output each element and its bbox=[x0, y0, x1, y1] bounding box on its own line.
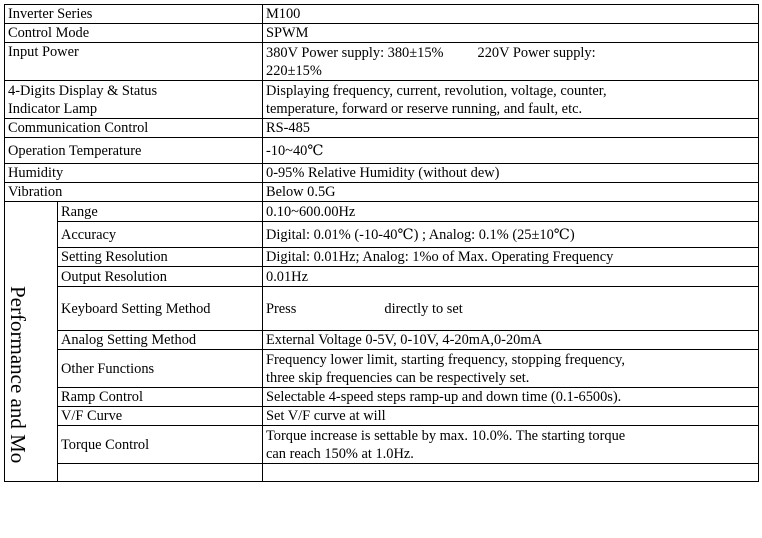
value-other-functions bbox=[263, 350, 759, 388]
label-humidity: Humidity bbox=[5, 164, 263, 183]
row-analog-setting bbox=[5, 331, 759, 350]
label-display-line1: 4-Digits Display & Status bbox=[8, 82, 158, 99]
label-keyboard-setting: Keyboard Setting Method bbox=[58, 287, 263, 331]
performance-group-label: Performance and Mo bbox=[6, 286, 30, 464]
label-communication: Communication Control bbox=[5, 119, 263, 138]
value-keyboard-setting bbox=[263, 287, 759, 331]
row-input-power bbox=[5, 43, 759, 81]
label-display bbox=[5, 81, 263, 119]
label-setting-resolution: Setting Resolution bbox=[58, 248, 263, 267]
row-output-resolution bbox=[5, 267, 759, 287]
value-control-mode: SPWM bbox=[263, 24, 759, 43]
value-display-line2: temperature, forward or reserve running, and fault, etc. bbox=[266, 100, 583, 117]
row-temperature bbox=[5, 138, 759, 164]
label-input-power: Input Power bbox=[5, 43, 263, 81]
value-ramp-control: Selectable 4-speed steps ramp-up and down time (0.1-6500s). bbox=[263, 388, 759, 407]
label-other-functions: Other Functions bbox=[58, 350, 263, 388]
row-torque-control bbox=[5, 426, 759, 464]
value-analog-setting: External Voltage 0-5V, 0-10V, 4-20mA,0-20mA bbox=[263, 331, 759, 350]
input-power-220-label: 220V Power supply: bbox=[477, 44, 596, 61]
keyboard-directly-text: directly to set bbox=[384, 300, 463, 317]
torque-control-line2: can reach 150% at 1.0Hz. bbox=[266, 445, 414, 462]
row-control-mode bbox=[5, 24, 759, 43]
value-vibration: Below 0.5G bbox=[263, 183, 759, 202]
value-temperature: -10~40℃ bbox=[263, 138, 759, 164]
value-range: 0.10~600.00Hz bbox=[263, 202, 759, 222]
label-vibration: Vibration bbox=[5, 183, 263, 202]
row-accuracy bbox=[5, 222, 759, 248]
other-functions-line1: Frequency lower limit, starting frequency, stopping frequency, bbox=[266, 351, 625, 368]
row-keyboard-setting bbox=[5, 287, 759, 331]
value-input-power bbox=[263, 43, 759, 81]
label-torque-control: Torque Control bbox=[58, 426, 263, 464]
row-setting-resolution bbox=[5, 248, 759, 267]
value-display bbox=[263, 81, 759, 119]
value-humidity: 0-95% Relative Humidity (without dew) bbox=[263, 164, 759, 183]
row-display bbox=[5, 81, 759, 119]
spec-table bbox=[4, 4, 759, 482]
row-ramp-control bbox=[5, 388, 759, 407]
value-display-line1: Displaying frequency, current, revolution, voltage, counter, bbox=[266, 82, 607, 99]
label-inverter-series: Inverter Series bbox=[5, 5, 263, 24]
keyboard-press-text: Press bbox=[266, 300, 297, 317]
row-other-functions bbox=[5, 350, 759, 388]
row-range bbox=[5, 202, 759, 222]
cutoff-value-cell bbox=[263, 464, 759, 482]
value-communication: RS-485 bbox=[263, 119, 759, 138]
value-setting-resolution: Digital: 0.01Hz; Analog: 1%o of Max. Operating Frequency bbox=[263, 248, 759, 267]
performance-group-cell bbox=[5, 202, 58, 482]
label-analog-setting: Analog Setting Method bbox=[58, 331, 263, 350]
other-functions-line2: three skip frequencies can be respectively set. bbox=[266, 369, 530, 386]
input-power-380: 380V Power supply: 380±15% bbox=[266, 44, 444, 61]
input-power-220-value: 220±15% bbox=[266, 62, 322, 79]
label-temperature: Operation Temperature bbox=[5, 138, 263, 164]
value-torque-control bbox=[263, 426, 759, 464]
label-vf-curve: V/F Curve bbox=[58, 407, 263, 426]
row-communication bbox=[5, 119, 759, 138]
value-accuracy: Digital: 0.01% (-10-40℃) ; Analog: 0.1% (25±10℃) bbox=[263, 222, 759, 248]
value-vf-curve: Set V/F curve at will bbox=[263, 407, 759, 426]
row-inverter-series bbox=[5, 5, 759, 24]
torque-control-line1: Torque increase is settable by max. 10.0%. The starting torque bbox=[266, 427, 626, 444]
label-display-line2: Indicator Lamp bbox=[8, 100, 98, 117]
cutoff-label-cell bbox=[58, 464, 263, 482]
label-output-resolution: Output Resolution bbox=[58, 267, 263, 287]
label-accuracy: Accuracy bbox=[58, 222, 263, 248]
label-range: Range bbox=[58, 202, 263, 222]
row-vibration bbox=[5, 183, 759, 202]
value-output-resolution: 0.01Hz bbox=[263, 267, 759, 287]
value-inverter-series: M100 bbox=[263, 5, 759, 24]
row-vf-curve bbox=[5, 407, 759, 426]
row-cutoff bbox=[5, 464, 759, 482]
label-ramp-control: Ramp Control bbox=[58, 388, 263, 407]
row-humidity bbox=[5, 164, 759, 183]
label-control-mode: Control Mode bbox=[5, 24, 263, 43]
